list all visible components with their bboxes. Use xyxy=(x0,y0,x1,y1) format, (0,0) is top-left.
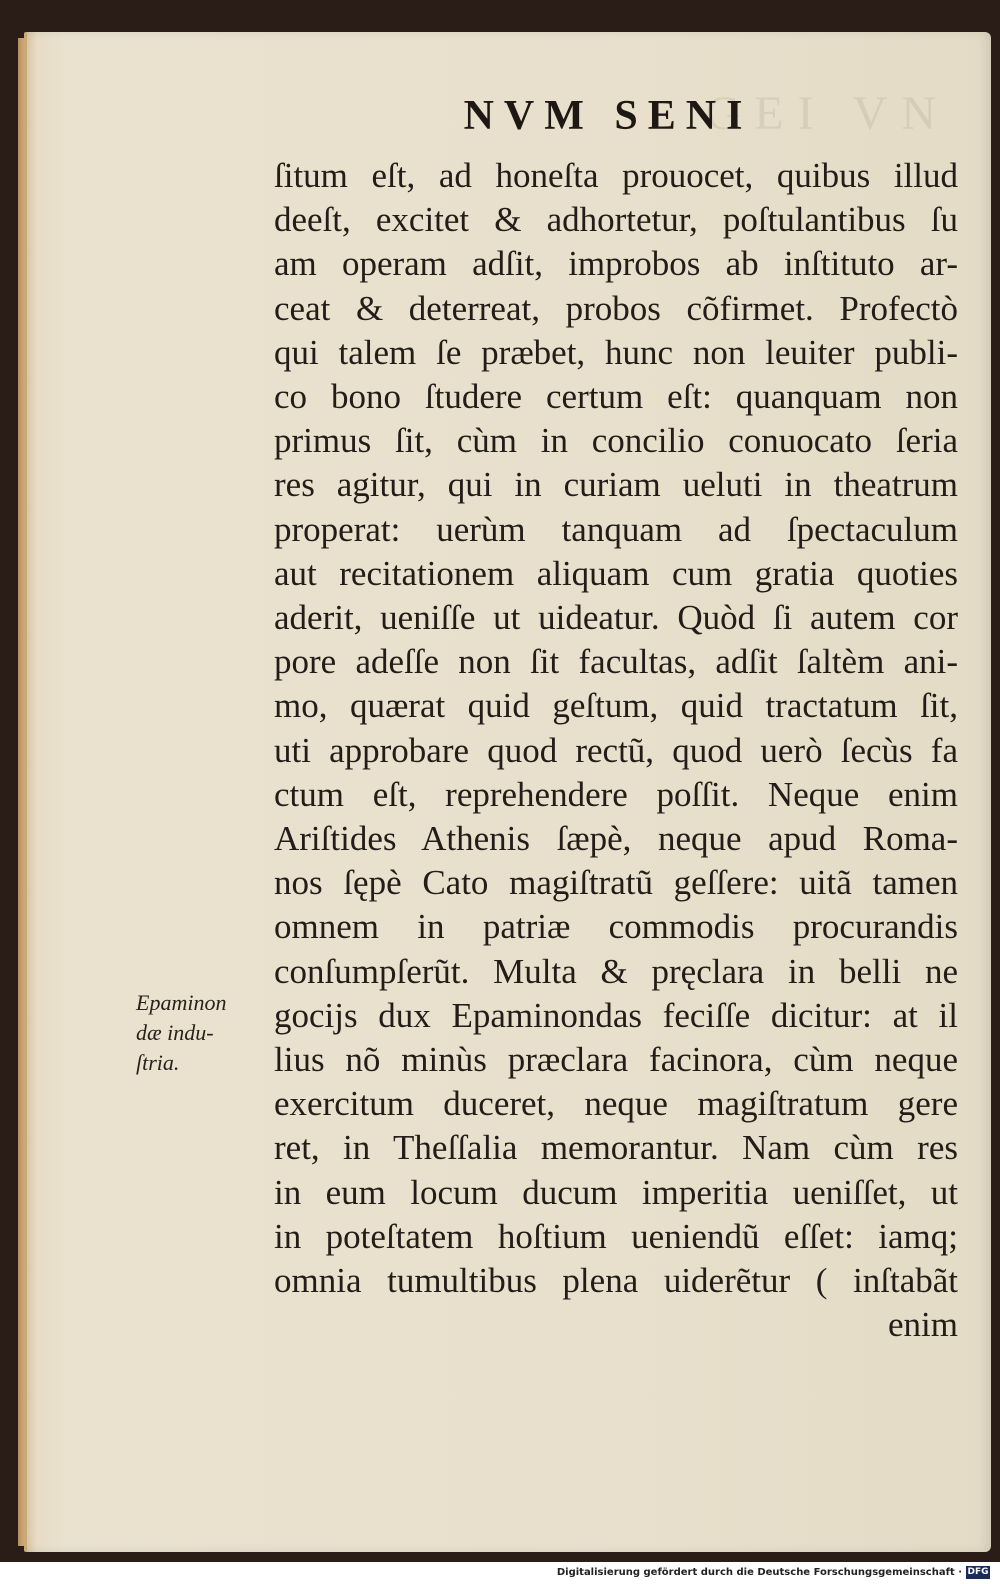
text-line: uti approbare quod rectũ, quod uerò ſecùs fa xyxy=(274,730,958,770)
text-line: conſumpſerũt. Multa & pręclara in belli ne xyxy=(274,951,958,991)
text-line: aut recitationem aliquam cum gratia quoties xyxy=(274,553,958,593)
text-line: primus ſit, cùm in concilio conuocato ſeria xyxy=(274,421,958,461)
body-text xyxy=(274,154,958,1347)
text-line: omnem in patriæ commodis procurandis xyxy=(274,907,958,947)
text-line: am operam adſit, improbos ab inſtituto ar- xyxy=(274,244,958,284)
text-line: ctum eſt, reprehendere poſſit. Neque enim xyxy=(274,774,958,814)
text-line: ſitum eſt, ad honeſta prouocet, quibus illud xyxy=(274,156,958,195)
text-line: in eum locum ducum imperitia ueniſſet, ut xyxy=(274,1172,958,1212)
text-line: pore adeſſe non ſit facultas, adſit ſaltèm ani- xyxy=(274,642,958,682)
margin-note-line: dæ indu- xyxy=(136,1020,214,1045)
text-line: properat: uerùm tanquam ad ſpectaculum xyxy=(274,509,958,549)
footer-bar xyxy=(0,1562,1000,1584)
running-head: NVM SENI xyxy=(463,93,753,139)
catchword: enim xyxy=(888,1305,958,1345)
text-line: omnia tumultibus plena uiderẽtur ( inſtabãt xyxy=(274,1261,958,1301)
text-line: qui talem ſe præbet, hunc non leuiter publi- xyxy=(274,332,958,372)
text-line: exercitum duceret, neque magiſtratum gere xyxy=(274,1084,958,1124)
footer-credit: Digitalisierung gefördert durch die Deutsche Forschungsgemeinschaft · xyxy=(556,1567,962,1578)
text-line: deeſt, excitet & adhortetur, poſtulantibus ſu xyxy=(274,200,958,240)
show-through-text: GEI VN xyxy=(705,87,950,140)
text-line: lius nõ minùs præclara facinora, cùm neque xyxy=(274,1040,958,1080)
text-line: co bono ſtudere certum eſt: quanquam non xyxy=(274,377,958,417)
text-line: mo, quærat quid geſtum, quid tractatum ſit, xyxy=(274,686,958,726)
margin-note xyxy=(136,988,272,1078)
text-line: ceat & deterreat, probos cõfirmet. Profectò xyxy=(274,288,958,328)
text-line: nos ſępè Cato magiſtratũ geſſere: uitã tamen xyxy=(274,863,958,903)
margin-note-line: ſtria. xyxy=(136,1050,180,1075)
text-line: Ariſtides Athenis ſæpè, neque apud Roma- xyxy=(274,819,958,859)
dfg-logo: DFG xyxy=(967,1567,989,1577)
text-line: in poteſtatem hoſtium ueniendũ eſſet: iamq; xyxy=(274,1216,958,1256)
margin-note-line: Epaminon xyxy=(136,990,227,1015)
text-line: gocijs dux Epaminondas feciſſe dicitur: at il xyxy=(274,995,958,1035)
text-line: ret, in Theſſalia memorantur. Nam cùm res xyxy=(274,1128,958,1168)
text-line: aderit, ueniſſe ut uideatur. Quòd ſi autem cor xyxy=(274,598,958,638)
text-line: res agitur, qui in curiam ueluti in theatrum xyxy=(274,465,958,505)
